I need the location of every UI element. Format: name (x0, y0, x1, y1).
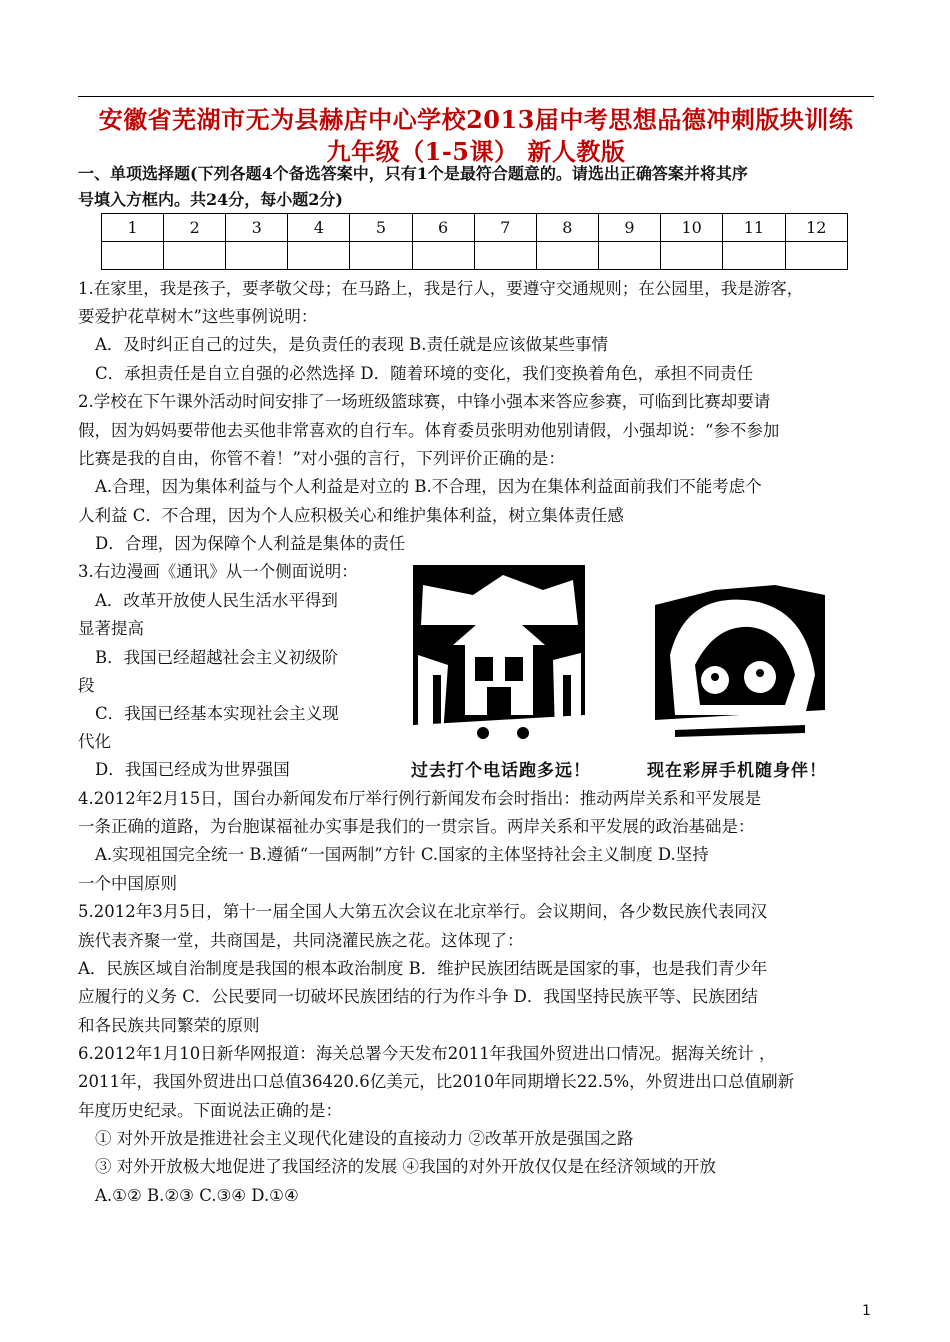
q6-options: A.①② B.②③ C.③④ D.①④ (95, 1186, 299, 1205)
q3-option-d: D．我国已经成为世界强国 (95, 760, 290, 779)
answer-number-cell: 2 (164, 214, 226, 242)
q6-statements-34: ③ 对外开放极大地促进了我国经济的发展 ④我国的对外开放仅仅是在经济领域的开放 (95, 1157, 716, 1176)
q2-option-ab: A.合理，因为集体利益与个人利益是对立的 B.不合理，因为在集体利益面前我们不能考虑个 (95, 477, 762, 496)
page-number: 1 (862, 1303, 871, 1319)
answer-blank-cell[interactable] (785, 242, 847, 270)
answer-blank-cell[interactable] (350, 242, 412, 270)
q3-option-c-line1: C．我国已经基本实现社会主义现 (95, 704, 339, 723)
answer-number-cell: 5 (350, 214, 412, 242)
answer-number-cell: 8 (536, 214, 598, 242)
document-title-line2: 九年级（1-5课） 新人教版 (326, 137, 626, 166)
q6-stem-line3: 年度历史纪录。下面说法正确的是： (78, 1101, 342, 1120)
q2-option-bc: 人利益 C．不合理，因为个人应积极关心和维护集体利益，树立集体责任感 (78, 506, 624, 525)
answer-table (101, 213, 848, 270)
q5-stem-line1: 5.2012年3月5日，第十一届全国人大第五次会议在北京举行。会议期间，各少数民族代表同汉 (78, 902, 768, 921)
answer-blank-cell[interactable] (660, 242, 722, 270)
phone-booth-illustration (413, 565, 585, 747)
answer-blank-cell[interactable] (598, 242, 660, 270)
q4-stem-line2: 一条正确的道路，为台胞谋福祉办实事是我们的一贯宗旨。两岸关系和平发展的政治基础是： (78, 817, 755, 836)
q4-options: A.实现祖国完全统一 B.遵循“一国两制”方针 C.国家的主体坚持社会主义制度 D.坚持 (95, 845, 709, 864)
section-heading-line1: 一、单项选择题(下列各题4个备选答案中，只有1个是最符合题意的。请选出正确答案并将其序 (78, 164, 748, 183)
q5-options-line1: A．民族区域自治制度是我国的根本政治制度 B．维护民族团结既是国家的事，也是我们青少年 (78, 959, 768, 978)
q3-option-b-line1: B．我国已经超越社会主义初级阶 (95, 648, 339, 667)
q5-options-line3: 和各民族共同繁荣的原则 (78, 1016, 260, 1035)
answer-number-cell: 11 (723, 214, 785, 242)
q6-statements-12: ① 对外开放是推进社会主义现代化建设的直接动力 ②改革开放是强国之路 (95, 1129, 634, 1148)
q2-stem-line3: 比赛是我的自由，你管不着！”对小强的言行，下列评价正确的是： (78, 449, 565, 468)
q3-option-c-line2: 代化 (78, 732, 111, 751)
q4-stem-line1: 4.2012年2月15日，国台办新闻发布厅举行例行新闻发布会时指出：推动两岸关系和平发展是 (78, 789, 762, 808)
q2-stem-line2: 假，因为妈妈要带他去买他非常喜欢的自行车。体育委员张明劝他别请假，小强却说：“参不参加 (78, 421, 780, 440)
answer-blank-cell[interactable] (288, 242, 350, 270)
answer-blank-cell[interactable] (226, 242, 288, 270)
answer-table-blank-row (102, 242, 848, 270)
answer-blank-cell[interactable] (164, 242, 226, 270)
answer-number-cell: 3 (226, 214, 288, 242)
q3-option-a-line2: 显著提高 (78, 619, 144, 638)
answer-number-cell: 7 (474, 214, 536, 242)
q5-stem-line2: 族代表齐聚一堂，共商国是，共同浇灌民族之花。这体现了： (78, 931, 524, 950)
answer-blank-cell[interactable] (536, 242, 598, 270)
answer-blank-cell[interactable] (412, 242, 474, 270)
cartoon-present-mobile-phone (655, 565, 825, 747)
q3-option-a-line1: A．改革开放使人民生活水平得到 (95, 591, 338, 610)
q4-option-d-cont: 一个中国原则 (78, 874, 177, 893)
answer-table-header-row (102, 214, 848, 242)
section-heading-line2: 号填入方框内。共24分，每小题2分) (78, 190, 343, 209)
answer-number-cell: 10 (660, 214, 722, 242)
q5-options-line2: 应履行的义务 C．公民要同一切破坏民族团结的行为作斗争 D．我国坚持民族平等、民族团结 (78, 987, 758, 1006)
answer-number-cell: 12 (785, 214, 847, 242)
q2-stem-line1: 2.学校在下午课外活动时间安排了一场班级篮球赛，中锋小强本来答应参赛，可临到比赛却要请 (78, 392, 771, 411)
document-title-line1: 安徽省芜湖市无为县赫店中心学校2013届中考思想品德冲刺版块训练 (98, 105, 854, 134)
answer-blank-cell[interactable] (723, 242, 785, 270)
cartoon-caption-past: 过去打个电话跑多远！ (411, 761, 591, 781)
answer-number-cell: 9 (598, 214, 660, 242)
answer-blank-cell[interactable] (474, 242, 536, 270)
q6-stem-line2: 2011年，我国外贸进出口总值36420.6亿美元，比2010年同期增长22.5%，外贸进出口总值刷新 (78, 1072, 795, 1091)
answer-number-cell: 4 (288, 214, 350, 242)
q1-option-ab: A．及时纠正自己的过失，是负责任的表现 B.责任就是应该做某些事情 (95, 335, 609, 354)
cartoon-caption-present: 现在彩屏手机随身伴！ (647, 761, 827, 781)
answer-blank-cell[interactable] (102, 242, 164, 270)
q3-stem: 3.右边漫画《通讯》从一个侧面说明： (78, 562, 358, 581)
q3-option-b-line2: 段 (78, 676, 95, 695)
mobile-phone-illustration (655, 565, 825, 747)
q1-stem-line2: 要爱护花草树木”这些事例说明： (78, 307, 318, 326)
answer-number-cell: 1 (102, 214, 164, 242)
header-rule (78, 96, 874, 97)
cartoon-past-phone-booth (413, 565, 585, 747)
answer-number-cell: 6 (412, 214, 474, 242)
q1-option-cd: C．承担责任是自立自强的必然选择 D．随着环境的变化，我们变换着角色，承担不同责任 (95, 364, 754, 383)
q2-option-d: D．合理，因为保障个人利益是集体的责任 (95, 534, 406, 553)
q1-stem-line1: 1.在家里，我是孩子，要孝敬父母；在马路上，我是行人，要遵守交通规则；在公园里，我是游客， (78, 279, 804, 298)
q6-stem-line1: 6.2012年1月10日新华网报道：海关总署今天发布2011年我国外贸进出口情况。据海关统计 ， (78, 1044, 776, 1063)
